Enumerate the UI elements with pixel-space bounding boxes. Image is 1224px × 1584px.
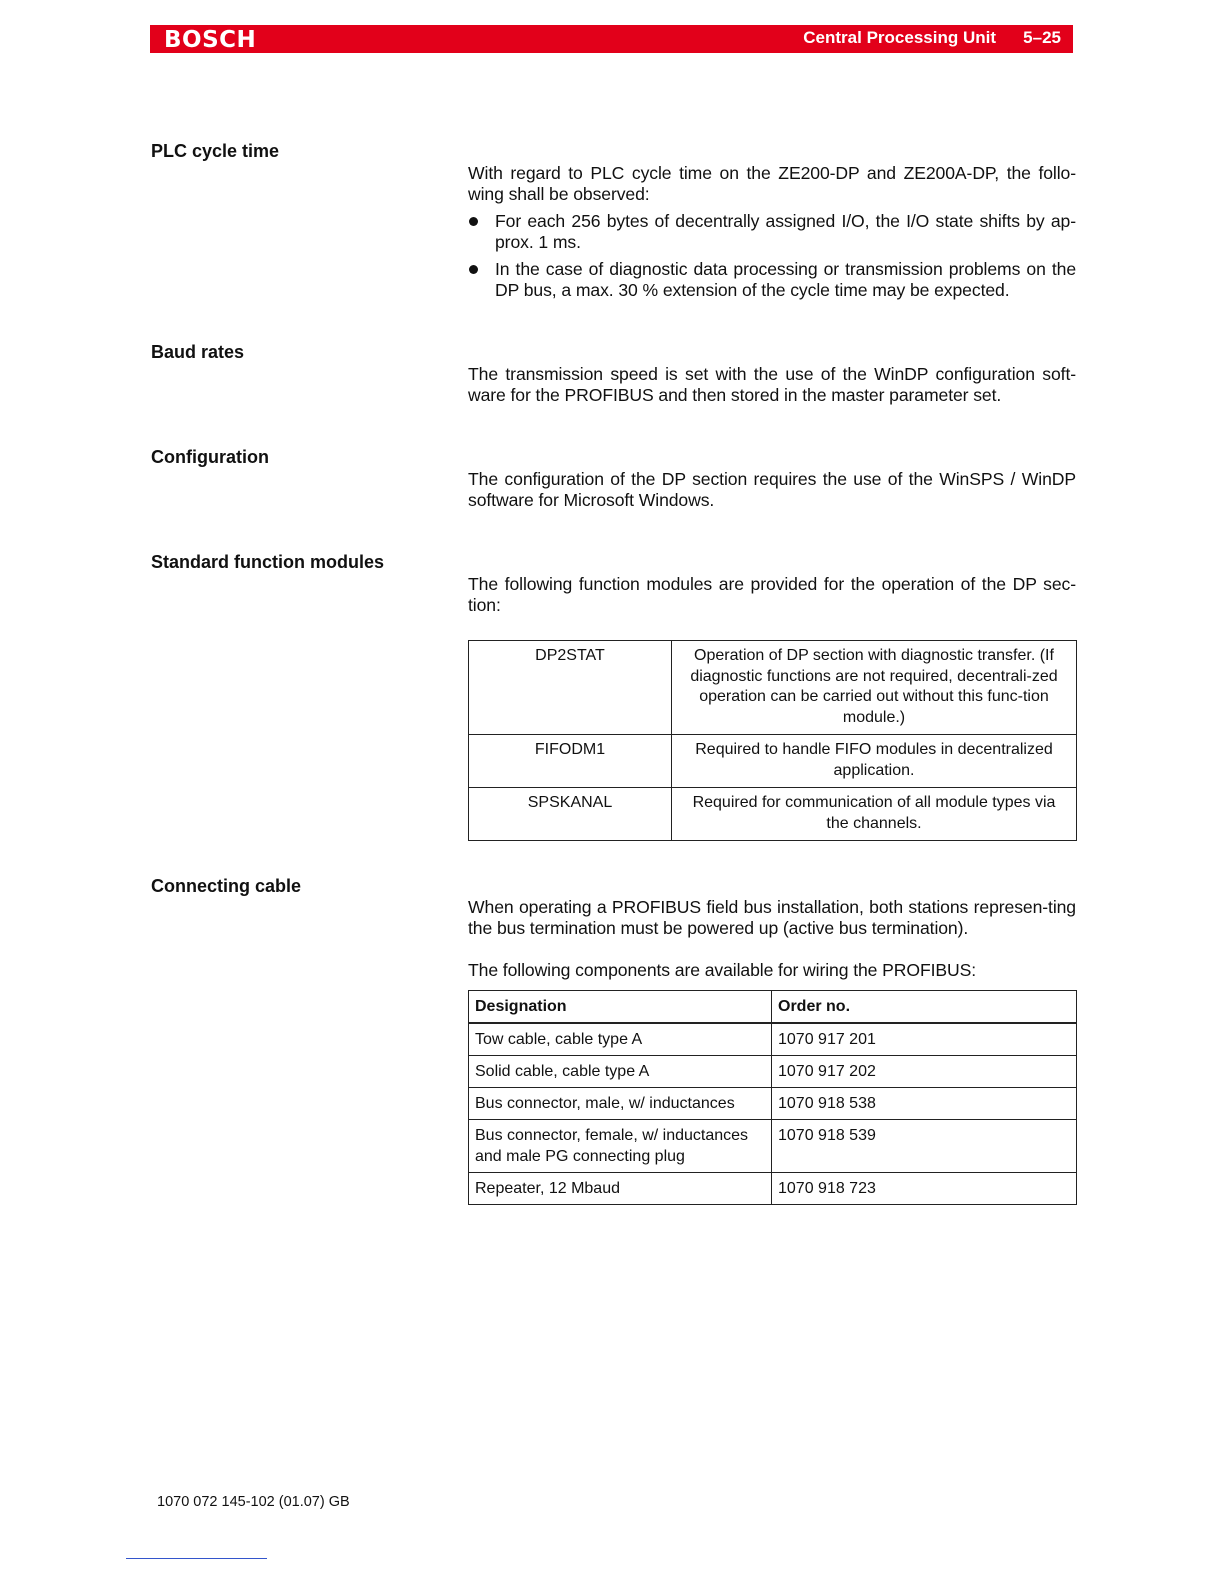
- bullet-icon: [469, 217, 478, 226]
- footer-divider: [126, 1558, 267, 1559]
- bosch-logo: BOSCH: [164, 27, 257, 53]
- modules-intro-text: The following function modules are provided for the operation of the DP sec-tion:: [468, 574, 1076, 615]
- table-row: [469, 1173, 1077, 1205]
- function-modules-table: [468, 640, 1077, 841]
- heading-baud-rates: Baud rates: [151, 342, 245, 362]
- document-number: 1070 072 145-102 (01.07) GB: [157, 1494, 350, 1510]
- table-header-row: [469, 991, 1077, 1024]
- baud-text: The transmission speed is set with the use of the WinDP configuration soft-ware for the PROFIBUS and then stored in the master parameter set.: [468, 364, 1076, 405]
- order-no-cell: 1070 918 723: [772, 1173, 1077, 1205]
- designation-cell: Bus connector, female, w/ inductances and male PG connecting plug: [469, 1120, 772, 1173]
- bullet-icon: [469, 265, 478, 274]
- order-no-cell: 1070 917 202: [772, 1056, 1077, 1088]
- module-description: Required to handle FIFO modules in decentralized application.: [672, 735, 1077, 788]
- cable-text-1: When operating a PROFIBUS field bus installation, both stations represen-ting the bus termination must be powered up (active bus termination).: [468, 897, 1076, 938]
- table-row: [469, 1023, 1077, 1056]
- heading-configuration: Configuration: [151, 447, 269, 467]
- heading-connecting-cable: Connecting cable: [151, 876, 302, 896]
- table-row: [469, 1120, 1077, 1173]
- order-no-cell: 1070 918 539: [772, 1120, 1077, 1173]
- designation-cell: Bus connector, male, w/ inductances: [469, 1088, 772, 1120]
- plc-bullet-list: [468, 211, 1076, 307]
- plc-intro-text: With regard to PLC cycle time on the ZE200-DP and ZE200A-DP, the follo-wing shall be observed:: [468, 163, 1076, 204]
- module-name: DP2STAT: [469, 641, 672, 735]
- components-table: [468, 990, 1077, 1205]
- heading-plc-cycle-time: PLC cycle time: [151, 141, 280, 161]
- column-header-order-no: Order no.: [772, 991, 1077, 1024]
- order-no-cell: 1070 918 538: [772, 1088, 1077, 1120]
- header-title: Central Processing Unit: [803, 28, 996, 47]
- heading-standard-function-modules: Standard function modules: [151, 552, 385, 572]
- designation-cell: Solid cable, cable type A: [469, 1056, 772, 1088]
- module-description: Operation of DP section with diagnostic transfer. (If diagnostic functions are not required, decentrali-zed operation can be carried out without this func-tion module.): [672, 641, 1077, 735]
- module-name: FIFODM1: [469, 735, 672, 788]
- designation-cell: Tow cable, cable type A: [469, 1023, 772, 1056]
- column-header-designation: Designation: [469, 991, 772, 1024]
- table-row: [469, 641, 1077, 735]
- page-number: 5–25: [1023, 28, 1061, 47]
- table-row: [469, 735, 1077, 788]
- bullet-text: For each 256 bytes of decentrally assigned I/O, the I/O state shifts by ap-prox. 1 ms.: [495, 211, 1076, 252]
- table-row: [469, 1088, 1077, 1120]
- list-item: [468, 211, 1076, 253]
- table-row: [469, 788, 1077, 841]
- order-no-cell: 1070 917 201: [772, 1023, 1077, 1056]
- table-row: [469, 1056, 1077, 1088]
- configuration-text: The configuration of the DP section requires the use of the WinSPS / WinDP software for Microsoft Windows.: [468, 469, 1076, 510]
- list-item: [468, 259, 1076, 301]
- module-description: Required for communication of all module types via the channels.: [672, 788, 1077, 841]
- header-bar: [150, 25, 1073, 53]
- bullet-text: In the case of diagnostic data processing or transmission problems on the DP bus, a max. 30 % extension of the cycle time may be expected.: [495, 259, 1076, 300]
- cable-text-2: The following components are available for wiring the PROFIBUS:: [468, 960, 977, 980]
- designation-cell: Repeater, 12 Mbaud: [469, 1173, 772, 1205]
- module-name: SPSKANAL: [469, 788, 672, 841]
